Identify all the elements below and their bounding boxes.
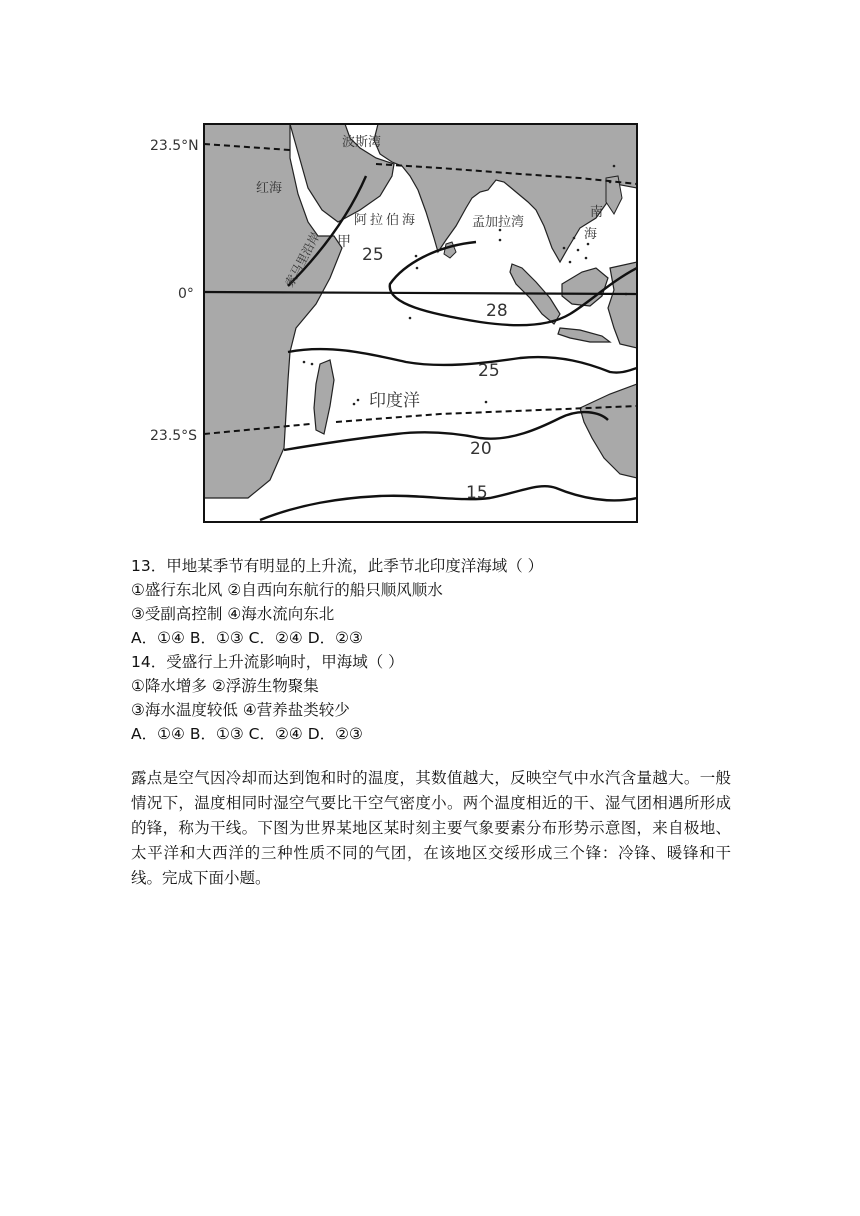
south-sea-label-1: 南 <box>590 205 604 220</box>
red-sea-label: 红海 <box>256 181 283 196</box>
lat-equator-label: 0° <box>178 286 194 302</box>
reading-passage: 露点是空气因冷却而达到饱和时的温度，其数值越大，反映空气中水汽含量越大。一般情况下，温度相同时湿空气要比干空气密度小。两个温度相近的干、湿气团相遇所形成的锋，称为干线。下图为世界某地区某时刻主要气象要素分布形势示意图，来自极地、太平洋和大西洋的三种性质不同的气团，在该地区交绥形成三个锋：冷锋、暖锋和干线。完成下面小题。 <box>131 769 731 887</box>
question-14-stem: 14．受盛行上升流影响时，甲海域（ ） <box>131 653 404 671</box>
bay-of-bengal-label: 孟加拉湾 <box>472 215 525 230</box>
isotherm-25-south-label: 25 <box>478 361 500 381</box>
isotherm-20-label: 20 <box>470 439 492 459</box>
south-sea-label-2: 海 <box>584 227 598 242</box>
point-jia-label: 甲 <box>337 234 351 250</box>
question-13-stem: 13．甲地某季节有明显的上升流，此季节北印度洋海域（ ） <box>131 557 544 575</box>
question-14-options-2: ③海水温度较低 ④营养盐类较少 <box>131 701 350 719</box>
question-13-options-2: ③受副高控制 ④海水流向东北 <box>131 605 335 623</box>
arabian-sea-label: 阿拉伯海 <box>354 213 419 228</box>
indian-ocean-label: 印度洋 <box>369 391 420 411</box>
isotherm-15-label: 15 <box>466 483 488 503</box>
isotherm-28-label: 28 <box>486 301 508 321</box>
persian-gulf-label: 波斯湾 <box>342 135 382 150</box>
question-14-options-1: ①降水增多 ②浮游生物聚集 <box>131 677 319 695</box>
lat-north-label: 23.5°N <box>150 138 199 154</box>
isotherm-25-north-label: 25 <box>362 245 384 265</box>
question-13-choices: A．①④ B．①③ C．②④ D．②③ <box>131 629 363 647</box>
question-14-choices: A．①④ B．①③ C．②④ D．②③ <box>131 725 363 743</box>
somali-coast-label: 索马里沿岸 <box>282 229 323 290</box>
question-13-options-1: ①盛行东北风 ②自西向东航行的船只顺风顺水 <box>131 581 443 599</box>
lat-south-label: 23.5°S <box>150 428 198 444</box>
indian-ocean-isotherm-map <box>140 118 650 528</box>
